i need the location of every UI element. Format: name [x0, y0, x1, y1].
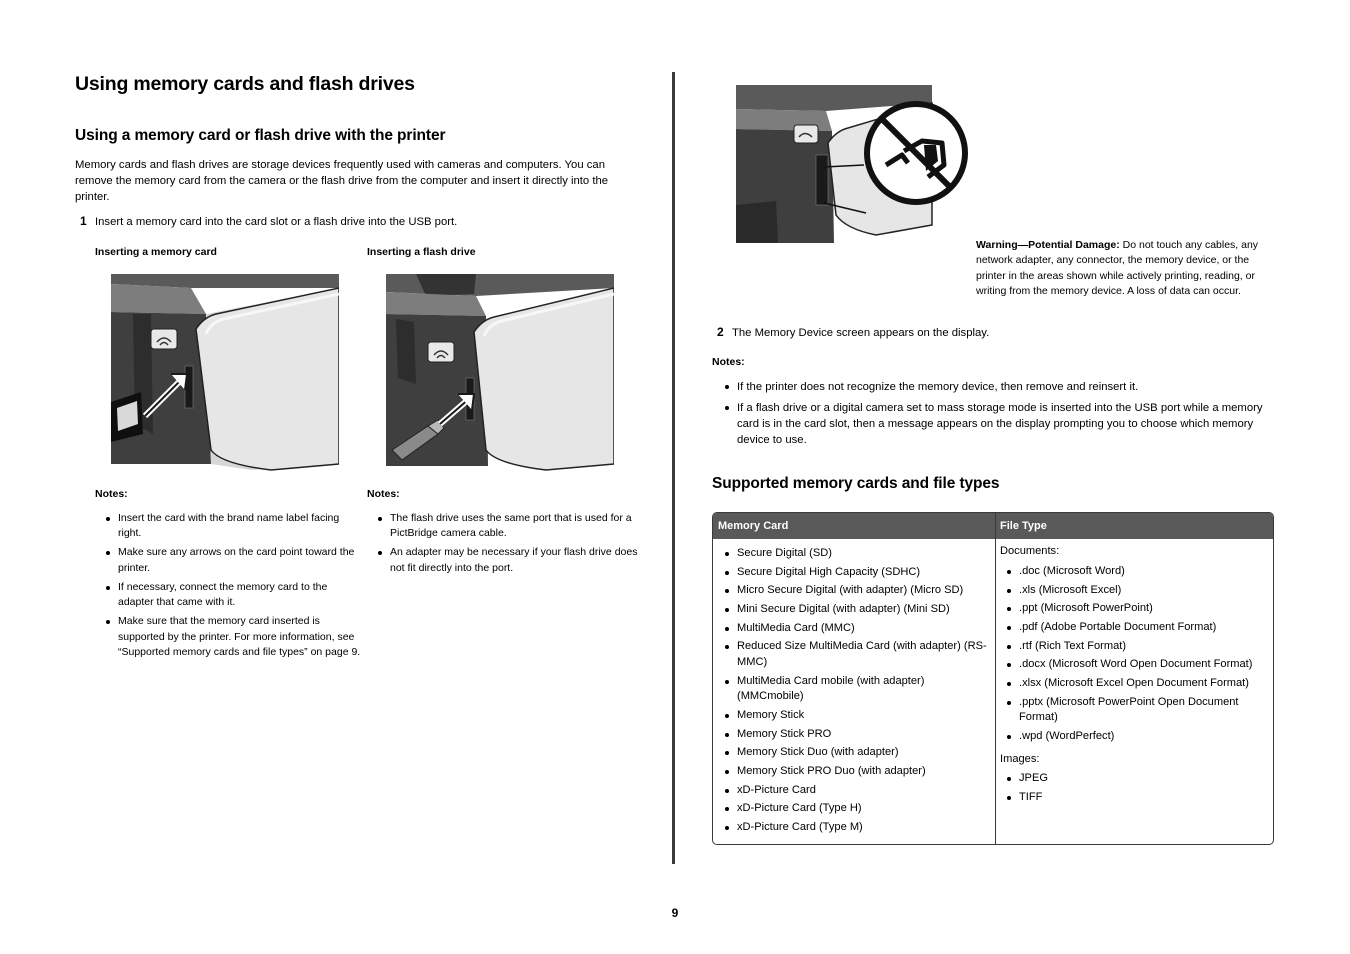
list-item: Memory Stick [715, 708, 989, 724]
notes-list-right [715, 379, 1265, 448]
list-item: .wpd (WordPerfect) [997, 729, 1273, 745]
list-item: Secure Digital High Capacity (SDHC) [715, 565, 989, 581]
list-item: Mini Secure Digital (with adapter) (Mini SD) [715, 602, 989, 618]
notes-label-card: Notes: [95, 488, 128, 500]
list-item: .docx (Microsoft Word Open Document Format) [997, 657, 1273, 673]
list-item: MultiMedia Card mobile (with adapter) (MMCmobile) [715, 674, 989, 705]
step-1-text: Insert a memory card into the card slot or a flash drive into the USB port. [95, 216, 458, 228]
images-label: Images: [1000, 753, 1040, 765]
list-item: If a flash drive or a digital camera set to mass storage mode is inserted into the USB port while a memory card is in the card slot, then a message appears on the display prompting you to choose which memory device to use. [715, 400, 1265, 448]
documents-label: Documents: [1000, 545, 1060, 557]
notes-label-flash: Notes: [367, 488, 400, 500]
column-header-file-type: File Type [1000, 520, 1047, 532]
image-types-list [997, 771, 1273, 808]
step-1 [80, 213, 640, 230]
table-title: Supported memory cards and file types [712, 475, 1000, 492]
list-item: TIFF [997, 790, 1273, 806]
column-divider [672, 72, 675, 864]
list-item: Memory Stick PRO Duo (with adapter) [715, 764, 989, 780]
list-item: Memory Stick PRO [715, 727, 989, 743]
list-item: Secure Digital (SD) [715, 546, 989, 562]
list-item: MultiMedia Card (MMC) [715, 621, 989, 637]
list-item: .xls (Microsoft Excel) [997, 583, 1273, 599]
page-number: 9 [671, 906, 679, 920]
step-1-number: 1 [80, 214, 87, 228]
section-title: Using a memory card or flash drive with the printer [75, 127, 446, 144]
list-item: .xlsx (Microsoft Excel Open Document Format) [997, 676, 1273, 692]
step-2 [717, 324, 1273, 341]
list-item: .rtf (Rich Text Format) [997, 639, 1273, 655]
table-column-divider [995, 513, 996, 844]
notes-list-flash [368, 511, 638, 580]
list-item: The flash drive uses the same port that is used for a PictBridge camera cable. [368, 511, 638, 542]
table-header [713, 513, 1273, 539]
list-item: If the printer does not recognize the memory device, then remove and reinsert it. [715, 379, 1265, 395]
list-item: .pptx (Microsoft PowerPoint Open Document Format) [997, 695, 1273, 726]
caption-flash-drive: Inserting a flash drive [367, 246, 476, 258]
list-item: Reduced Size MultiMedia Card (with adapter) (RS-MMC) [715, 639, 989, 670]
list-item: xD-Picture Card (Type H) [715, 801, 989, 817]
do-not-touch-illustration [736, 85, 968, 245]
caption-memory-card: Inserting a memory card [95, 246, 217, 258]
page-title: Using memory cards and flash drives [75, 73, 415, 95]
list-item: .pdf (Adobe Portable Document Format) [997, 620, 1273, 636]
list-item: JPEG [997, 771, 1273, 787]
list-item: If necessary, connect the memory card to the adapter that came with it. [96, 580, 362, 611]
memory-card-insert-illustration [111, 274, 339, 474]
list-item: Make sure any arrows on the card point toward the printer. [96, 545, 362, 576]
list-item: .doc (Microsoft Word) [997, 564, 1273, 580]
step-2-text: The Memory Device screen appears on the display. [732, 327, 990, 339]
list-item: An adapter may be necessary if your flash drive does not fit directly into the port. [368, 545, 638, 576]
column-header-memory-card: Memory Card [718, 520, 789, 532]
list-item: Make sure that the memory card inserted is supported by the printer. For more information, see “Supported memory cards and file types” on page 9. [96, 614, 362, 660]
list-item: .ppt (Microsoft PowerPoint) [997, 601, 1273, 617]
flash-drive-insert-illustration [386, 274, 614, 472]
memory-card-list [715, 546, 989, 839]
list-item: Micro Secure Digital (with adapter) (Micro SD) [715, 583, 989, 599]
list-item: xD-Picture Card [715, 783, 989, 799]
list-item: Insert the card with the brand name label facing right. [96, 511, 362, 542]
document-types-list [997, 564, 1273, 748]
step-2-number: 2 [717, 325, 724, 339]
notes-list-card [96, 511, 362, 664]
intro-paragraph: Memory cards and flash drives are storage devices frequently used with cameras and computers. You can remove the memory card from the camera or the flash drive from the computer and insert it directly into the printer. [75, 159, 609, 203]
list-item: xD-Picture Card (Type M) [715, 820, 989, 836]
warning-text: Do not touch any cables, any network adapter, any connector, the memory device, or the printer in the areas shown while actively printing, reading, or writing from the memory device. A loss of data can occur. [976, 239, 1259, 298]
supported-media-table [712, 512, 1274, 845]
warning-note [976, 238, 1274, 300]
notes-label-right: Notes: [712, 356, 745, 368]
warning-label: Warning—Potential Damage: [976, 239, 1120, 251]
list-item: Memory Stick Duo (with adapter) [715, 745, 989, 761]
